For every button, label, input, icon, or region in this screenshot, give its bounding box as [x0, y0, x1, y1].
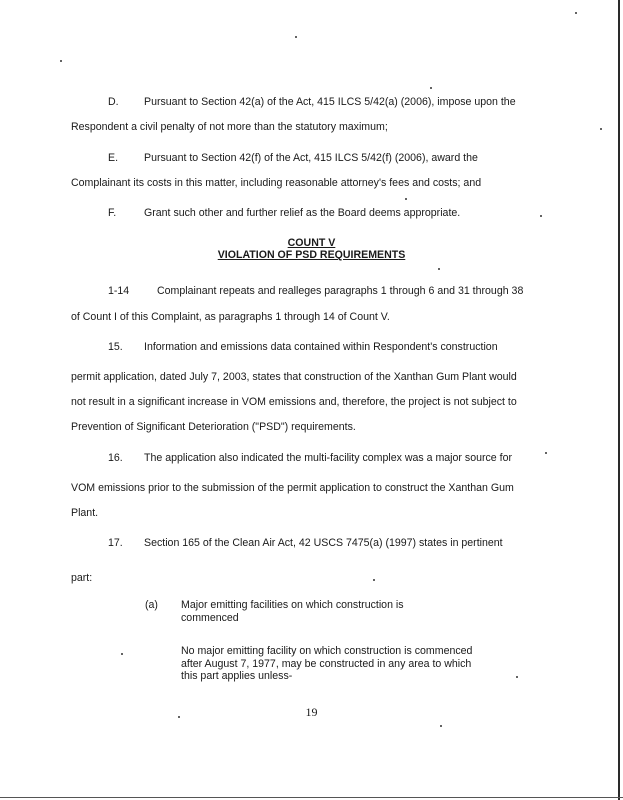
- paragraph-line: Prevention of Significant Deterioration ("PSD") requirements.: [71, 421, 356, 433]
- scan-speck: [60, 60, 62, 62]
- scan-speck: [575, 12, 577, 14]
- item-d-line2: Respondent a civil penalty of not more than the statutory maximum;: [71, 121, 388, 133]
- scan-speck: [121, 653, 123, 655]
- scan-speck: [440, 725, 442, 727]
- paragraph-number: 17.: [108, 537, 123, 549]
- paragraph-number: 16.: [108, 452, 123, 464]
- quote-body: No major emitting facility on which construction is commenced after August 7, 1977, may be constructed in any area to which this part applies unless-: [181, 645, 473, 682]
- paragraph-line: Plant.: [71, 507, 99, 519]
- paragraph-line: of Count I of this Complaint, as paragraphs 1 through 14 of Count V.: [71, 311, 390, 323]
- item-e-line2: Complainant its costs in this matter, including reasonable attorney's fees and costs; and: [71, 177, 482, 189]
- paragraph-line: part:: [71, 572, 93, 584]
- scan-speck: [600, 128, 602, 130]
- item-d-label: D.: [108, 96, 119, 108]
- scan-speck: [540, 215, 542, 217]
- page-edge-right: [618, 0, 620, 800]
- count-title: COUNT V: [287, 237, 336, 249]
- paragraph-number: 15.: [108, 341, 123, 353]
- scan-speck: [405, 198, 407, 200]
- count-subtitle: VIOLATION OF PSD REQUIREMENTS: [217, 249, 406, 261]
- item-f-label: F.: [108, 207, 117, 219]
- quote-heading: Major emitting facilities on which construction is commenced: [181, 599, 404, 624]
- page-edge-bottom: [0, 797, 623, 798]
- paragraph-number: 1-14: [108, 285, 130, 297]
- scan-speck: [438, 268, 440, 270]
- scan-speck: [545, 452, 547, 454]
- paragraph-line: Information and emissions data contained within Respondent's construction: [144, 341, 498, 353]
- paragraph-line: The application also indicated the multi-facility complex was a major source for: [144, 452, 513, 464]
- scan-speck: [516, 676, 518, 678]
- item-e-line1: Pursuant to Section 42(f) of the Act, 415 ILCS 5/42(f) (2006), award the: [144, 152, 478, 164]
- item-e-label: E.: [108, 152, 119, 164]
- item-f-line1: Grant such other and further relief as the Board deems appropriate.: [144, 207, 461, 219]
- scan-speck: [430, 87, 432, 89]
- paragraph-line: Complainant repeats and realleges paragraphs 1 through 6 and 31 through 38: [157, 285, 524, 297]
- paragraph-line: Section 165 of the Clean Air Act, 42 USCS 7475(a) (1997) states in pertinent: [144, 537, 503, 549]
- paragraph-line: permit application, dated July 7, 2003, states that construction of the Xanthan Gum Plant would: [71, 371, 517, 383]
- paragraph-line: not result in a significant increase in VOM emissions and, therefore, the project is not subject to: [71, 396, 517, 408]
- scan-speck: [178, 716, 180, 718]
- scan-speck: [373, 579, 375, 581]
- quote-label: (a): [145, 599, 158, 611]
- scan-speck: [295, 36, 297, 38]
- item-d-line1: Pursuant to Section 42(a) of the Act, 415 ILCS 5/42(a) (2006), impose upon the: [144, 96, 516, 108]
- paragraph-line: VOM emissions prior to the submission of the permit application to construct the Xanthan Gum: [71, 482, 514, 494]
- page-number: 19: [305, 705, 318, 719]
